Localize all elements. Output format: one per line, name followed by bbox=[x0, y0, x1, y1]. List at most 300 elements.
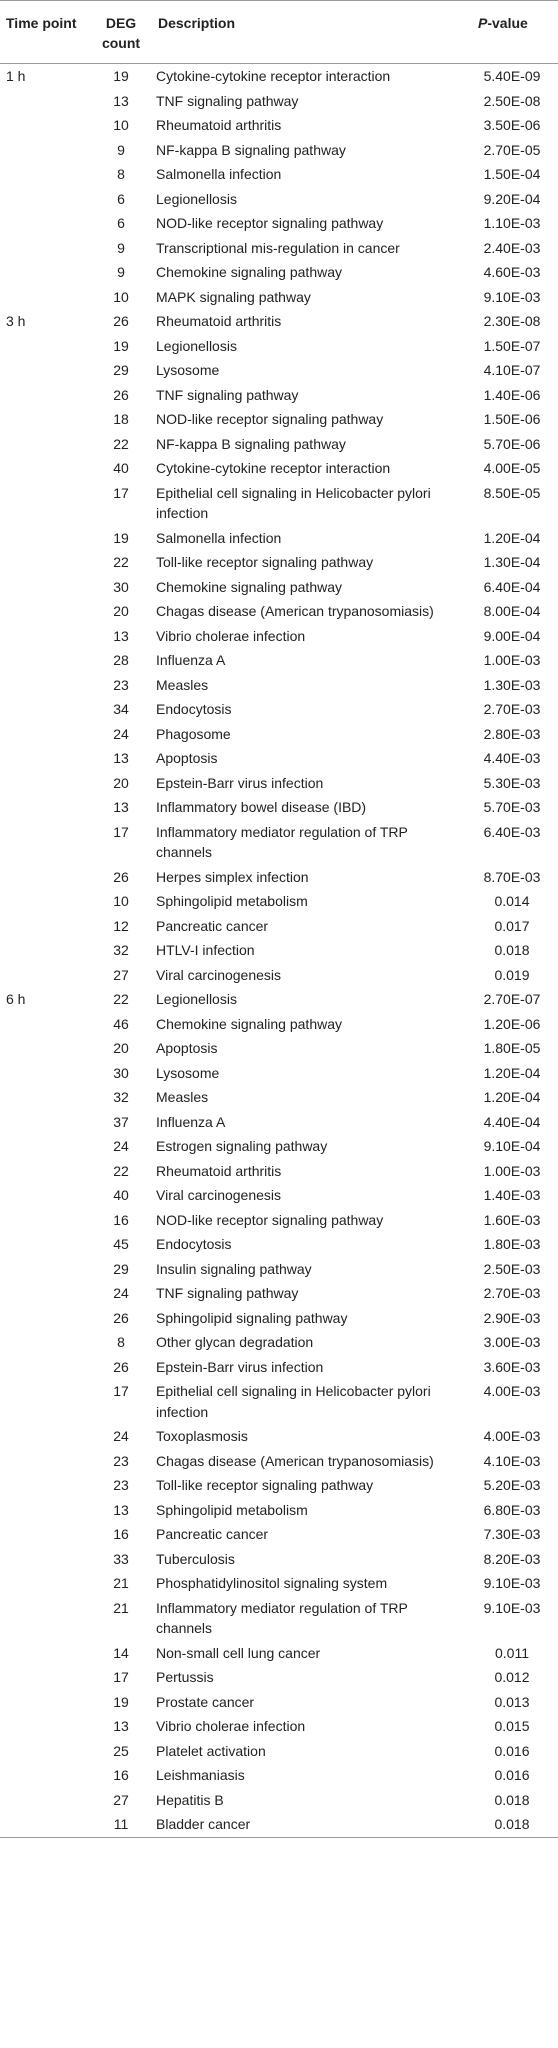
time-point-cell bbox=[0, 1424, 90, 1449]
table-row bbox=[0, 358, 558, 383]
table-row bbox=[0, 1012, 558, 1037]
table-row bbox=[0, 1571, 558, 1596]
time-point-cell bbox=[0, 1714, 90, 1739]
time-point-cell bbox=[0, 1330, 90, 1355]
p-value-cell: 0.012 bbox=[494, 1669, 530, 1685]
p-value-cell: 1.20E-04 bbox=[483, 529, 541, 546]
deg-count-cell: 26 bbox=[113, 313, 129, 329]
header-p-value bbox=[466, 1, 558, 64]
table-row bbox=[0, 599, 558, 624]
description-cell: Legionellosis bbox=[156, 337, 237, 354]
time-point-cell bbox=[0, 1379, 90, 1424]
table-row bbox=[0, 1714, 558, 1739]
time-point-cell bbox=[0, 697, 90, 722]
table-row bbox=[0, 1134, 558, 1159]
table-row bbox=[0, 1306, 558, 1331]
deg-count-cell: 27 bbox=[113, 1791, 129, 1808]
deg-count-cell: 23 bbox=[113, 1477, 129, 1493]
time-point-cell bbox=[0, 914, 90, 939]
time-point-cell bbox=[0, 1036, 90, 1061]
deg-count-cell: 22 bbox=[113, 991, 129, 1007]
description-cell: Transcriptional mis-regulation in cancer bbox=[156, 239, 400, 256]
time-point-cell bbox=[0, 407, 90, 432]
description-cell: Toxoplasmosis bbox=[156, 1428, 248, 1444]
description-cell: NOD-like receptor signaling pathway bbox=[156, 411, 384, 427]
table-row bbox=[0, 113, 558, 138]
p-value-cell: 6.40E-04 bbox=[483, 578, 541, 595]
deg-count-cell: 17 bbox=[113, 823, 129, 840]
description-cell: Rheumatoid arthritis bbox=[156, 1162, 282, 1179]
time-point-cell bbox=[0, 1788, 90, 1813]
deg-count-cell: 27 bbox=[113, 966, 129, 983]
time-point-cell bbox=[0, 938, 90, 963]
deg-count-cell: 20 bbox=[113, 774, 129, 791]
time-point-cell bbox=[0, 1257, 90, 1282]
deg-count-cell: 17 bbox=[113, 1383, 129, 1399]
description-cell: Tuberculosis bbox=[156, 1550, 235, 1567]
table-row bbox=[0, 211, 558, 236]
deg-count-cell: 12 bbox=[113, 917, 129, 934]
description-cell: Epithelial cell signaling in Helicobacter pylori infection bbox=[156, 484, 431, 521]
deg-count-cell: 40 bbox=[113, 460, 129, 476]
time-point-cell bbox=[0, 260, 90, 285]
p-value-cell: 0.013 bbox=[494, 1693, 530, 1710]
time-point-cell bbox=[0, 575, 90, 600]
deg-count-cell: 8 bbox=[117, 1334, 125, 1350]
p-value-cell: 0.018 bbox=[494, 1816, 530, 1832]
table-row bbox=[0, 1355, 558, 1380]
table-row bbox=[0, 1498, 558, 1523]
p-value-cell: 8.00E-04 bbox=[483, 603, 541, 619]
description-cell: Estrogen signaling pathway bbox=[156, 1138, 328, 1154]
deg-count-cell: 22 bbox=[113, 435, 129, 452]
deg-count-cell: 20 bbox=[113, 1040, 129, 1056]
p-value-cell: 4.60E-03 bbox=[483, 264, 541, 280]
table-row bbox=[0, 1596, 558, 1641]
table-row bbox=[0, 334, 558, 359]
p-value-cell: 2.90E-03 bbox=[483, 1309, 541, 1326]
time-point-cell bbox=[0, 432, 90, 457]
time-point-cell bbox=[0, 1641, 90, 1666]
table-row bbox=[0, 575, 558, 600]
header-description: Description bbox=[158, 15, 236, 31]
header-p-rest: -value bbox=[487, 15, 528, 31]
description-cell: Hepatitis B bbox=[156, 1791, 224, 1808]
deg-count-cell: 17 bbox=[113, 484, 129, 501]
table-row bbox=[0, 1665, 558, 1690]
p-value-cell: 9.10E-03 bbox=[483, 288, 541, 305]
time-point-cell bbox=[0, 334, 90, 359]
description-cell: Platelet activation bbox=[156, 1742, 266, 1759]
table-row bbox=[0, 1641, 558, 1666]
table-row bbox=[0, 481, 558, 526]
time-point-cell bbox=[0, 138, 90, 163]
time-point-cell bbox=[0, 1596, 90, 1641]
deg-count-cell: 22 bbox=[113, 554, 129, 570]
p-value-cell: 1.00E-03 bbox=[483, 1162, 541, 1179]
time-point-cell bbox=[0, 1522, 90, 1547]
deg-count-cell: 40 bbox=[113, 1187, 129, 1203]
p-value-cell: 1.20E-04 bbox=[483, 1064, 541, 1081]
p-value-cell: 4.10E-03 bbox=[483, 1452, 541, 1469]
deg-count-cell: 13 bbox=[113, 799, 129, 815]
table-row bbox=[0, 771, 558, 796]
p-value-cell: 4.10E-07 bbox=[483, 362, 541, 378]
deg-count-cell: 16 bbox=[113, 1211, 129, 1228]
table-row bbox=[0, 187, 558, 212]
description-cell: Epithelial cell signaling in Helicobacter pylori infection bbox=[156, 1383, 431, 1420]
p-value-cell: 6.40E-03 bbox=[483, 823, 541, 840]
table-row bbox=[0, 138, 558, 163]
p-value-cell: 1.10E-03 bbox=[483, 215, 541, 231]
table-row bbox=[0, 795, 558, 820]
time-point-cell: 6 h bbox=[6, 991, 26, 1007]
deg-count-cell: 9 bbox=[117, 239, 125, 256]
description-cell: Measles bbox=[156, 1089, 209, 1105]
table-row bbox=[0, 1281, 558, 1306]
table-row bbox=[0, 697, 558, 722]
deg-count-cell: 20 bbox=[113, 603, 129, 619]
time-point-cell bbox=[0, 456, 90, 481]
description-cell: Toll-like receptor signaling pathway bbox=[156, 554, 374, 570]
table-row bbox=[0, 456, 558, 481]
table-row bbox=[0, 914, 558, 939]
time-point-cell: 3 h bbox=[6, 313, 26, 329]
deg-count-cell: 22 bbox=[113, 1162, 129, 1179]
p-value-cell: 6.80E-03 bbox=[483, 1501, 541, 1518]
deg-count-cell: 46 bbox=[113, 1015, 129, 1032]
description-cell: Rheumatoid arthritis bbox=[156, 313, 282, 329]
p-value-cell: 5.20E-03 bbox=[483, 1477, 541, 1493]
description-cell: Sphingolipid metabolism bbox=[156, 893, 308, 909]
p-value-cell: 1.40E-06 bbox=[483, 386, 541, 403]
p-value-cell: 2.70E-03 bbox=[483, 701, 541, 717]
time-point-cell bbox=[0, 1812, 90, 1837]
p-value-cell: 9.10E-03 bbox=[483, 1599, 541, 1616]
description-cell: Rheumatoid arthritis bbox=[156, 117, 282, 133]
time-point-cell bbox=[0, 1355, 90, 1380]
p-value-cell: 7.30E-03 bbox=[483, 1526, 541, 1542]
time-point-cell bbox=[0, 1473, 90, 1498]
table-row bbox=[0, 64, 558, 89]
table-row bbox=[0, 1183, 558, 1208]
p-value-cell: 0.011 bbox=[495, 1644, 529, 1661]
deg-count-cell: 24 bbox=[113, 1428, 129, 1444]
deg-count-cell: 32 bbox=[113, 1089, 129, 1105]
deg-count-cell: 13 bbox=[113, 1718, 129, 1734]
table-row bbox=[0, 526, 558, 551]
table-row bbox=[0, 1424, 558, 1449]
p-value-cell: 8.50E-05 bbox=[483, 484, 541, 501]
deg-count-cell: 6 bbox=[117, 190, 125, 207]
table-row bbox=[0, 1061, 558, 1086]
p-value-cell: 9.00E-04 bbox=[483, 627, 541, 644]
table-row bbox=[0, 746, 558, 771]
deg-count-cell: 13 bbox=[113, 92, 129, 109]
time-point-cell bbox=[0, 1110, 90, 1135]
p-value-cell: 9.10E-03 bbox=[483, 1575, 541, 1591]
p-value-cell: 2.70E-05 bbox=[483, 141, 541, 158]
p-value-cell: 1.60E-03 bbox=[483, 1211, 541, 1228]
description-cell: Influenza A bbox=[156, 652, 226, 668]
time-point-cell bbox=[0, 1085, 90, 1110]
description-cell: Herpes simplex infection bbox=[156, 868, 309, 885]
description-cell: Phagosome bbox=[156, 725, 231, 742]
description-cell: Bladder cancer bbox=[156, 1816, 251, 1832]
time-point-cell bbox=[0, 820, 90, 865]
table-row bbox=[0, 1739, 558, 1764]
description-cell: Epstein-Barr virus infection bbox=[156, 774, 324, 791]
time-point-cell bbox=[0, 1232, 90, 1257]
description-cell: Apoptosis bbox=[156, 750, 218, 766]
time-point-cell bbox=[0, 162, 90, 187]
time-point-cell bbox=[0, 865, 90, 890]
deg-count-cell: 18 bbox=[113, 411, 129, 427]
deg-count-cell: 10 bbox=[113, 117, 129, 133]
description-cell: NOD-like receptor signaling pathway bbox=[156, 1211, 384, 1228]
description-cell: Cytokine-cytokine receptor interaction bbox=[156, 460, 391, 476]
table-row bbox=[0, 624, 558, 649]
p-value-cell: 8.20E-03 bbox=[483, 1550, 541, 1567]
table-row bbox=[0, 89, 558, 114]
time-point-cell bbox=[0, 1739, 90, 1764]
table-row bbox=[0, 309, 558, 334]
p-value-cell: 8.70E-03 bbox=[483, 868, 541, 885]
time-point-cell bbox=[0, 889, 90, 914]
table-row bbox=[0, 865, 558, 890]
deg-count-cell: 30 bbox=[113, 1064, 129, 1081]
deg-count-cell: 29 bbox=[113, 362, 129, 378]
deg-count-cell: 19 bbox=[113, 68, 129, 84]
time-point-cell bbox=[0, 550, 90, 575]
description-cell: Chemokine signaling pathway bbox=[156, 578, 342, 595]
description-cell: MAPK signaling pathway bbox=[156, 288, 311, 305]
deg-count-cell: 9 bbox=[117, 264, 125, 280]
deg-count-cell: 45 bbox=[113, 1236, 129, 1252]
table-row bbox=[0, 889, 558, 914]
description-cell: Salmonella infection bbox=[156, 166, 282, 182]
description-cell: Endocytosis bbox=[156, 1236, 232, 1252]
time-point-cell: 1 h bbox=[6, 68, 26, 84]
time-point-cell bbox=[0, 1547, 90, 1572]
table-row bbox=[0, 162, 558, 187]
header-row bbox=[0, 1, 558, 64]
p-value-cell: 1.30E-03 bbox=[483, 676, 541, 693]
description-cell: Prostate cancer bbox=[156, 1693, 255, 1710]
description-cell: Apoptosis bbox=[156, 1040, 218, 1056]
description-cell: Chemokine signaling pathway bbox=[156, 264, 342, 280]
time-point-cell bbox=[0, 481, 90, 526]
table-row bbox=[0, 1036, 558, 1061]
deg-count-cell: 26 bbox=[113, 868, 129, 885]
deg-count-cell: 11 bbox=[113, 1816, 129, 1832]
deg-count-cell: 10 bbox=[113, 893, 129, 909]
table-row bbox=[0, 1330, 558, 1355]
deg-count-cell: 14 bbox=[113, 1644, 129, 1661]
description-cell: TNF signaling pathway bbox=[156, 92, 299, 109]
time-point-cell bbox=[0, 1281, 90, 1306]
deg-count-cell: 33 bbox=[113, 1550, 129, 1567]
time-point-cell bbox=[0, 1183, 90, 1208]
table-row bbox=[0, 432, 558, 457]
description-cell: Chagas disease (American trypanosomiasis) bbox=[156, 1452, 434, 1469]
table-header bbox=[0, 1, 558, 64]
p-value-cell: 1.30E-04 bbox=[483, 554, 541, 570]
time-point-cell bbox=[0, 1690, 90, 1715]
table-row bbox=[0, 1208, 558, 1233]
time-point-cell bbox=[0, 1763, 90, 1788]
p-value-cell: 4.40E-03 bbox=[483, 750, 541, 766]
table-row bbox=[0, 820, 558, 865]
p-value-cell: 0.015 bbox=[494, 1718, 530, 1734]
time-point-cell bbox=[0, 1449, 90, 1474]
deg-count-cell: 13 bbox=[113, 1501, 129, 1518]
table-row bbox=[0, 1449, 558, 1474]
table-row bbox=[0, 1812, 558, 1837]
deg-count-cell: 28 bbox=[113, 652, 129, 668]
time-point-cell bbox=[0, 187, 90, 212]
time-point-cell bbox=[0, 1306, 90, 1331]
deg-count-cell: 13 bbox=[113, 750, 129, 766]
deg-count-cell: 17 bbox=[113, 1669, 129, 1685]
p-value-cell: 0.014 bbox=[494, 893, 530, 909]
table-row bbox=[0, 550, 558, 575]
deg-count-cell: 24 bbox=[113, 1138, 129, 1154]
table-row bbox=[0, 260, 558, 285]
p-value-cell: 0.018 bbox=[494, 1791, 530, 1808]
time-point-cell bbox=[0, 746, 90, 771]
deg-count-cell: 16 bbox=[113, 1526, 129, 1542]
description-cell: Chagas disease (American trypanosomiasis) bbox=[156, 603, 434, 619]
deg-count-cell: 19 bbox=[113, 1693, 129, 1710]
table-row bbox=[0, 722, 558, 747]
time-point-cell bbox=[0, 1571, 90, 1596]
table-row bbox=[0, 383, 558, 408]
p-value-cell: 4.00E-03 bbox=[483, 1428, 541, 1444]
table-row bbox=[0, 236, 558, 261]
table-row bbox=[0, 1763, 558, 1788]
description-cell: Sphingolipid signaling pathway bbox=[156, 1309, 348, 1326]
p-value-cell: 0.019 bbox=[494, 966, 530, 983]
description-cell: Chemokine signaling pathway bbox=[156, 1015, 342, 1032]
description-cell: Legionellosis bbox=[156, 991, 237, 1007]
table-row bbox=[0, 1085, 558, 1110]
deg-count-cell: 26 bbox=[113, 1309, 129, 1326]
deg-count-cell: 30 bbox=[113, 578, 129, 595]
table-row bbox=[0, 938, 558, 963]
time-point-cell bbox=[0, 1012, 90, 1037]
time-point-cell bbox=[0, 89, 90, 114]
p-value-cell: 0.016 bbox=[494, 1767, 530, 1783]
time-point-cell bbox=[0, 1159, 90, 1184]
p-value-cell: 1.80E-05 bbox=[483, 1040, 541, 1056]
deg-count-cell: 9 bbox=[117, 141, 125, 158]
p-value-cell: 9.10E-04 bbox=[483, 1138, 541, 1154]
deg-count-cell: 8 bbox=[117, 166, 125, 182]
description-cell: TNF signaling pathway bbox=[156, 1285, 299, 1301]
description-cell: Other glycan degradation bbox=[156, 1334, 314, 1350]
description-cell: Pancreatic cancer bbox=[156, 1526, 269, 1542]
description-cell: Vibrio cholerae infection bbox=[156, 627, 306, 644]
p-value-cell: 5.70E-06 bbox=[483, 435, 541, 452]
time-point-cell bbox=[0, 624, 90, 649]
table-row bbox=[0, 285, 558, 310]
p-value-cell: 4.00E-03 bbox=[483, 1383, 541, 1399]
table-row bbox=[0, 1159, 558, 1184]
description-cell: TNF signaling pathway bbox=[156, 386, 299, 403]
description-cell: Insulin signaling pathway bbox=[156, 1260, 312, 1277]
p-value-cell: 1.50E-06 bbox=[483, 411, 541, 427]
deg-count-cell: 21 bbox=[113, 1599, 129, 1616]
table-row bbox=[0, 1257, 558, 1282]
table-row bbox=[0, 963, 558, 988]
deg-count-cell: 26 bbox=[113, 1358, 129, 1375]
p-value-cell: 5.40E-09 bbox=[483, 68, 541, 84]
description-cell: Toll-like receptor signaling pathway bbox=[156, 1477, 374, 1493]
description-cell: Viral carcinogenesis bbox=[156, 1187, 282, 1203]
p-value-cell: 3.60E-03 bbox=[483, 1358, 541, 1375]
description-cell: Lysosome bbox=[156, 1064, 220, 1081]
description-cell: Influenza A bbox=[156, 1113, 226, 1130]
description-cell: Pertussis bbox=[156, 1669, 214, 1685]
time-point-cell bbox=[0, 1498, 90, 1523]
p-value-cell: 2.50E-03 bbox=[483, 1260, 541, 1277]
table-row bbox=[0, 1522, 558, 1547]
time-point-cell bbox=[0, 722, 90, 747]
description-cell: Legionellosis bbox=[156, 190, 237, 207]
deg-count-cell: 34 bbox=[113, 701, 129, 717]
table-row bbox=[0, 1788, 558, 1813]
time-point-cell bbox=[0, 1134, 90, 1159]
description-cell: HTLV-I infection bbox=[156, 942, 255, 958]
p-value-cell: 2.80E-03 bbox=[483, 725, 541, 742]
p-value-cell: 4.40E-04 bbox=[483, 1113, 541, 1130]
table-row bbox=[0, 1690, 558, 1715]
deg-count-cell: 21 bbox=[113, 1575, 129, 1591]
table-row bbox=[0, 673, 558, 698]
description-cell: Sphingolipid metabolism bbox=[156, 1501, 308, 1518]
time-point-cell bbox=[0, 673, 90, 698]
p-value-cell: 5.30E-03 bbox=[483, 774, 541, 791]
p-value-cell: 2.30E-08 bbox=[483, 313, 541, 329]
description-cell: Non-small cell lung cancer bbox=[156, 1644, 321, 1661]
deg-count-cell: 29 bbox=[113, 1260, 129, 1277]
table-row bbox=[0, 407, 558, 432]
time-point-cell bbox=[0, 285, 90, 310]
table-row bbox=[0, 648, 558, 673]
header-p-italic: P bbox=[478, 15, 488, 31]
description-cell: Endocytosis bbox=[156, 701, 232, 717]
p-value-cell: 1.50E-04 bbox=[483, 166, 541, 182]
deg-count-cell: 24 bbox=[113, 725, 129, 742]
deg-count-cell: 13 bbox=[113, 627, 129, 644]
deg-count-cell: 37 bbox=[113, 1113, 129, 1130]
description-cell: Epstein-Barr virus infection bbox=[156, 1358, 324, 1375]
header-time-point: Time point bbox=[6, 15, 77, 31]
p-value-cell: 9.20E-04 bbox=[483, 190, 541, 207]
time-point-cell bbox=[0, 358, 90, 383]
p-value-cell: 2.40E-03 bbox=[483, 239, 541, 256]
time-point-cell bbox=[0, 963, 90, 988]
p-value-cell: 1.40E-03 bbox=[483, 1187, 541, 1203]
time-point-cell bbox=[0, 211, 90, 236]
description-cell: Salmonella infection bbox=[156, 529, 282, 546]
time-point-cell bbox=[0, 648, 90, 673]
time-point-cell bbox=[0, 795, 90, 820]
p-value-cell: 2.70E-03 bbox=[483, 1285, 541, 1301]
header-deg-count: DEG count bbox=[101, 15, 141, 51]
time-point-cell bbox=[0, 383, 90, 408]
